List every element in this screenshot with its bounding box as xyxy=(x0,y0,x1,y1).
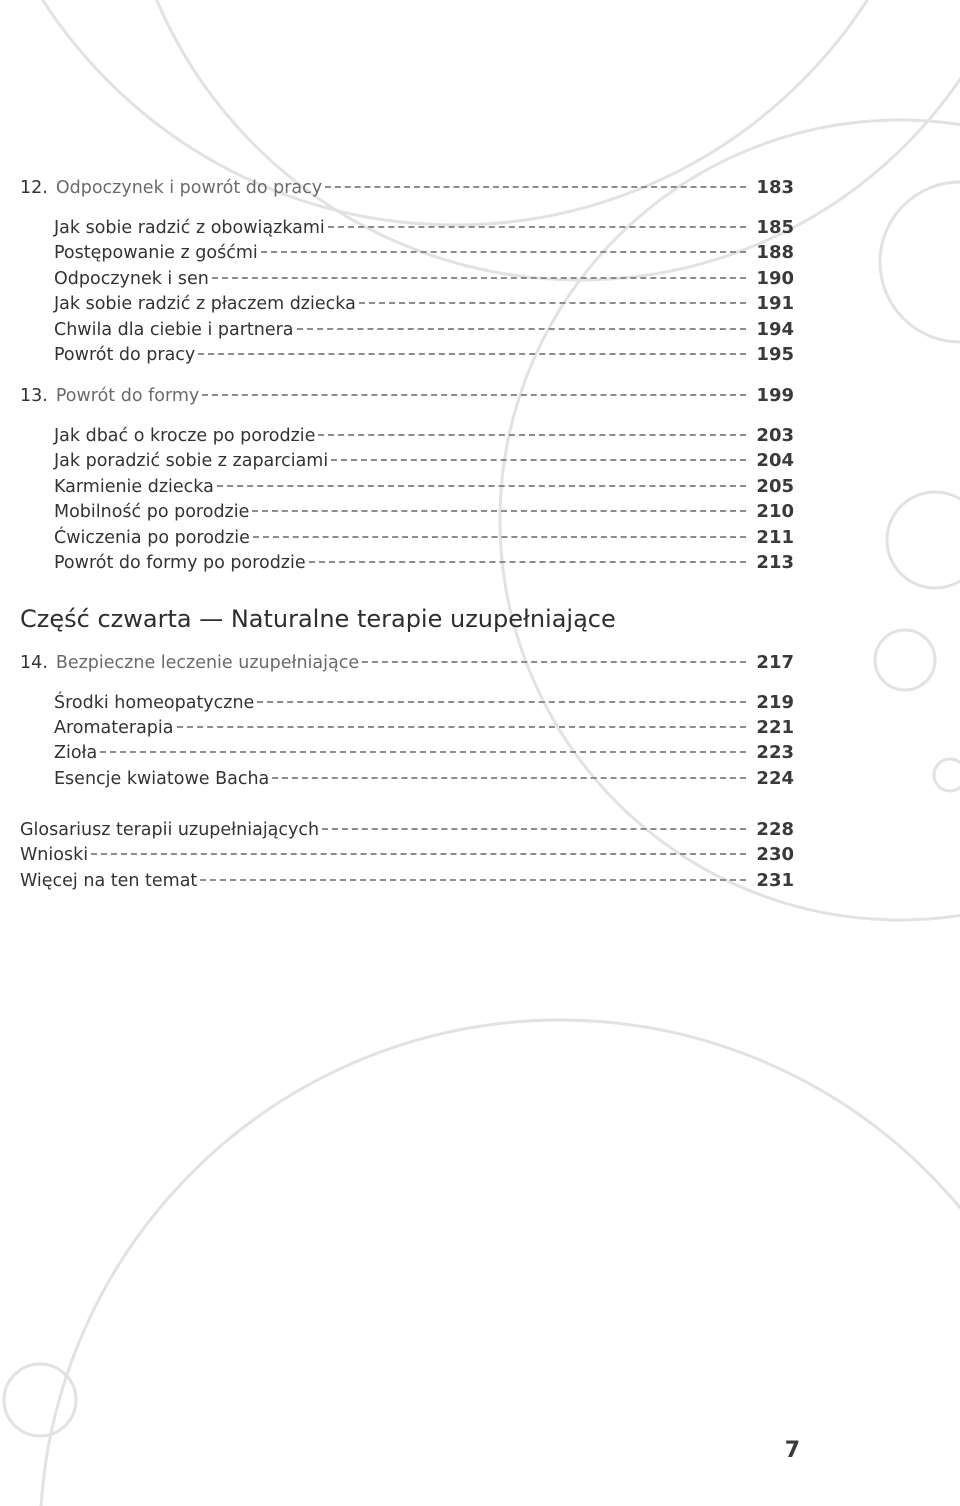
page-number: 188 xyxy=(756,242,794,263)
page-number: 221 xyxy=(756,717,794,738)
toc-section[interactable] xyxy=(54,525,794,551)
toc-section[interactable] xyxy=(54,740,794,766)
dotted-leader xyxy=(325,186,746,188)
page-number: 205 xyxy=(756,476,794,497)
chapter-number: 12. xyxy=(20,178,48,198)
page-number: 217 xyxy=(756,652,794,673)
toc-section[interactable] xyxy=(54,423,794,449)
page-number: 185 xyxy=(756,217,794,238)
page-number: 230 xyxy=(756,844,794,865)
toc-chapter-12[interactable] xyxy=(20,175,794,201)
toc-section[interactable] xyxy=(54,690,794,716)
section-title: Jak sobie radzić z obowiązkami xyxy=(54,218,325,238)
toc-back-matter-further-reading[interactable] xyxy=(20,868,794,894)
dotted-leader xyxy=(198,353,746,355)
chapter-number: 14. xyxy=(20,653,48,673)
section-title: Jak sobie radzić z płaczem dziecka xyxy=(54,294,356,314)
section-title: Jak poradzić sobie z zaparciami xyxy=(54,451,329,471)
page-number: 191 xyxy=(756,293,794,314)
section-title: Jak dbać o krocze po porodzie xyxy=(54,426,316,446)
section-title: Esencje kwiatowe Bacha xyxy=(54,769,270,789)
toc-section[interactable] xyxy=(54,448,794,474)
dotted-leader xyxy=(212,277,746,279)
dotted-leader xyxy=(91,853,746,855)
section-title: Zioła xyxy=(54,743,98,763)
page-number: 211 xyxy=(756,527,794,548)
dotted-leader xyxy=(200,879,746,881)
page-number: 195 xyxy=(756,344,794,365)
toc-section[interactable] xyxy=(54,342,794,368)
section-title: Ćwiczenia po porodzie xyxy=(54,528,250,548)
chapter-number: 13. xyxy=(20,386,48,406)
section-title: Odpoczynek i sen xyxy=(54,269,209,289)
section-title: Powrót do formy po porodzie xyxy=(54,553,306,573)
part-heading: Część czwarta — Naturalne terapie uzupełniające xyxy=(20,605,616,633)
dotted-leader xyxy=(202,394,746,396)
section-title: Aromaterapia xyxy=(54,718,174,738)
toc-section[interactable] xyxy=(54,499,794,525)
toc-section[interactable] xyxy=(54,766,794,792)
dotted-leader xyxy=(252,510,746,512)
page-number: 231 xyxy=(756,870,794,891)
chapter-title: Odpoczynek i powrót do pracy xyxy=(55,178,323,198)
dotted-leader xyxy=(257,701,746,703)
back-matter-title: Wnioski xyxy=(20,845,89,865)
section-title: Postępowanie z gośćmi xyxy=(54,243,258,263)
page-number: 203 xyxy=(756,425,794,446)
toc-section[interactable] xyxy=(54,291,794,317)
dotted-leader xyxy=(100,751,746,753)
chapter-title: Powrót do formy xyxy=(55,386,200,406)
dotted-leader xyxy=(359,302,746,304)
toc-section[interactable] xyxy=(54,715,794,741)
page-number: 224 xyxy=(756,768,794,789)
section-title: Powrót do pracy xyxy=(54,345,196,365)
back-matter-title: Więcej na ten temat xyxy=(20,871,198,891)
page-number: 228 xyxy=(756,819,794,840)
toc-section[interactable] xyxy=(54,474,794,500)
dotted-leader xyxy=(261,251,746,253)
dotted-leader xyxy=(217,485,746,487)
chapter-title: Bezpieczne leczenie uzupełniające xyxy=(55,653,360,673)
toc-back-matter-conclusions[interactable] xyxy=(20,842,794,868)
back-matter-title: Glosariusz terapii uzupełniających xyxy=(20,820,320,840)
section-title: Karmienie dziecka xyxy=(54,477,214,497)
section-title: Środki homeopatyczne xyxy=(54,693,255,713)
dotted-leader xyxy=(318,434,746,436)
section-title: Chwila dla ciebie i partnera xyxy=(54,320,294,340)
page-number: 213 xyxy=(756,552,794,573)
toc-section[interactable] xyxy=(54,550,794,576)
toc-chapter-13[interactable] xyxy=(20,383,794,409)
dotted-leader xyxy=(362,661,746,663)
toc-section[interactable] xyxy=(54,317,794,343)
toc-back-matter-glossary[interactable] xyxy=(20,817,794,843)
dotted-leader xyxy=(177,726,746,728)
page-number: 210 xyxy=(756,501,794,522)
dotted-leader xyxy=(309,561,746,563)
toc-chapter-14[interactable] xyxy=(20,650,794,676)
toc-section[interactable] xyxy=(54,215,794,241)
page-number: 199 xyxy=(756,385,794,406)
page-number: 204 xyxy=(756,450,794,471)
section-title: Mobilność po porodzie xyxy=(54,502,250,522)
page-number: 194 xyxy=(756,319,794,340)
page-number: 183 xyxy=(756,177,794,198)
dotted-leader xyxy=(328,226,746,228)
dotted-leader xyxy=(331,459,746,461)
toc-section[interactable] xyxy=(54,266,794,292)
dotted-leader xyxy=(272,777,746,779)
dotted-leader xyxy=(297,328,746,330)
page-folio: 7 xyxy=(784,1438,800,1463)
dotted-leader xyxy=(322,828,746,830)
toc-section[interactable] xyxy=(54,240,794,266)
dotted-leader xyxy=(253,536,746,538)
page-number: 190 xyxy=(756,268,794,289)
page-number: 219 xyxy=(756,692,794,713)
page-number: 223 xyxy=(756,742,794,763)
